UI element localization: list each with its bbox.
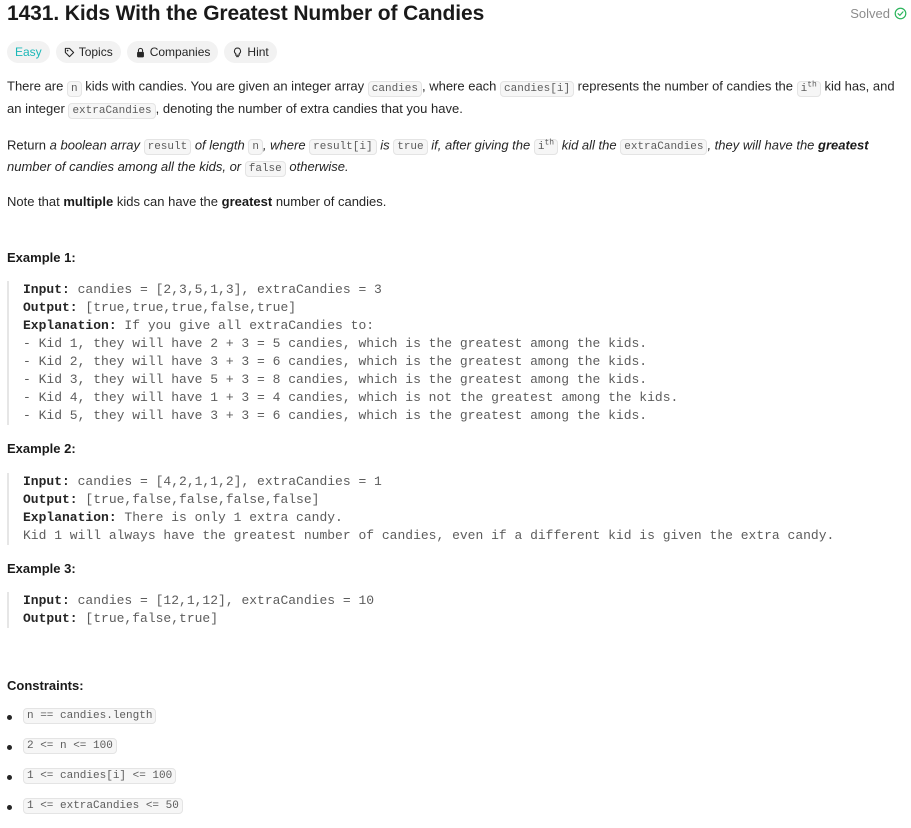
inline-code: false — [245, 161, 286, 177]
inline-code: n — [67, 81, 82, 97]
example-2-title: Example 2: — [7, 441, 76, 456]
tag-icon — [64, 47, 75, 58]
solved-label: Solved — [850, 6, 890, 21]
constraint-code: 1 <= extraCandies <= 50 — [23, 798, 183, 814]
topics-label: Topics — [78, 45, 113, 59]
example-3-title: Example 3: — [7, 561, 76, 576]
inline-code: candies — [368, 81, 422, 97]
constraint-code: 1 <= candies[i] <= 100 — [23, 768, 176, 784]
lock-icon — [135, 47, 146, 58]
tag-row — [7, 41, 277, 63]
inline-code: result[i] — [309, 139, 376, 155]
solved-status — [850, 6, 907, 21]
problem-title[interactable]: 1431. Kids With the Greatest Number of Candies — [7, 2, 485, 25]
hint-label: Hint — [247, 45, 269, 59]
statement-paragraph-3: Note that multiple kids can have the greatest number of candies. — [7, 194, 387, 210]
constraints-list — [7, 708, 183, 828]
inline-code: true — [393, 139, 427, 155]
constraint-code: 2 <= n <= 100 — [23, 738, 117, 754]
inline-code: $i^{th}$ — [534, 139, 558, 155]
example-2-block: Input: candies = [4,2,1,1,2], extraCandies = 1 Output: [true,false,false,false,false] Explanation: There is only 1 extra candy. Kid 1 will always have the greatest number of candies, even if a different kid is given the extra candy. — [7, 473, 903, 545]
check-circle-icon — [894, 7, 907, 20]
constraint-code: n == candies.length — [23, 708, 156, 724]
bullet-icon — [7, 775, 12, 780]
hint-button[interactable] — [224, 41, 276, 63]
companies-button[interactable] — [127, 41, 219, 63]
inline-code: extraCandies — [620, 139, 707, 155]
list-item — [7, 738, 183, 768]
inline-code: candies[i] — [500, 81, 574, 97]
statement-paragraph-1: There are n kids with candies. You are given an integer array candies , where each candies[i] represents the number of candies the $i^{th}$ kid has, and an integer extraCandies , denoting the number of extra candies that you have. — [7, 78, 895, 117]
example-3-block: Input: candies = [12,1,12], extraCandies = 10 Output: [true,false,true] — [7, 592, 903, 628]
constraints-title: Constraints: — [7, 678, 84, 693]
inline-code: result — [144, 139, 192, 155]
example-1-title: Example 1: — [7, 250, 76, 265]
bullet-icon — [7, 745, 12, 750]
list-item — [7, 768, 183, 798]
lightbulb-icon — [232, 47, 243, 58]
statement-paragraph-2: Return a boolean array result of length n , where result[i] is true if, after giving the $i^{th}$ kid all the extraCandies , they will have the greatest number of candies among all the kids, or false otherwise. — [7, 137, 869, 176]
companies-label: Companies — [149, 45, 211, 59]
problem-statement — [7, 75, 897, 224]
inline-code: $i^{th}$ — [797, 81, 821, 97]
inline-code: n — [248, 139, 263, 155]
bullet-icon — [7, 715, 12, 720]
inline-code: extraCandies — [68, 103, 155, 119]
list-item — [7, 708, 183, 738]
example-1-block: Input: candies = [2,3,5,1,3], extraCandies = 3 Output: [true,true,true,false,true] Explanation: If you give all extraCandies to: - Kid 1, they will have 2 + 3 = 5 candies, which is the greatest among the kids. - Kid 2, they will have 3 + 3 = 6 candies, which is the greatest among the kids. - Kid 3, they will have 5 + 3 = 8 candies, which is the greatest among the kids. - Kid 4, they will have 1 + 3 = 4 candies, which is not the greatest among the kids. - Kid 5, they will have 3 + 3 = 6 candies, which is the greatest among the kids. — [7, 281, 903, 425]
topics-button[interactable] — [56, 41, 121, 63]
difficulty-label: Easy — [15, 45, 42, 59]
difficulty-badge[interactable] — [7, 41, 50, 63]
bullet-icon — [7, 805, 12, 810]
